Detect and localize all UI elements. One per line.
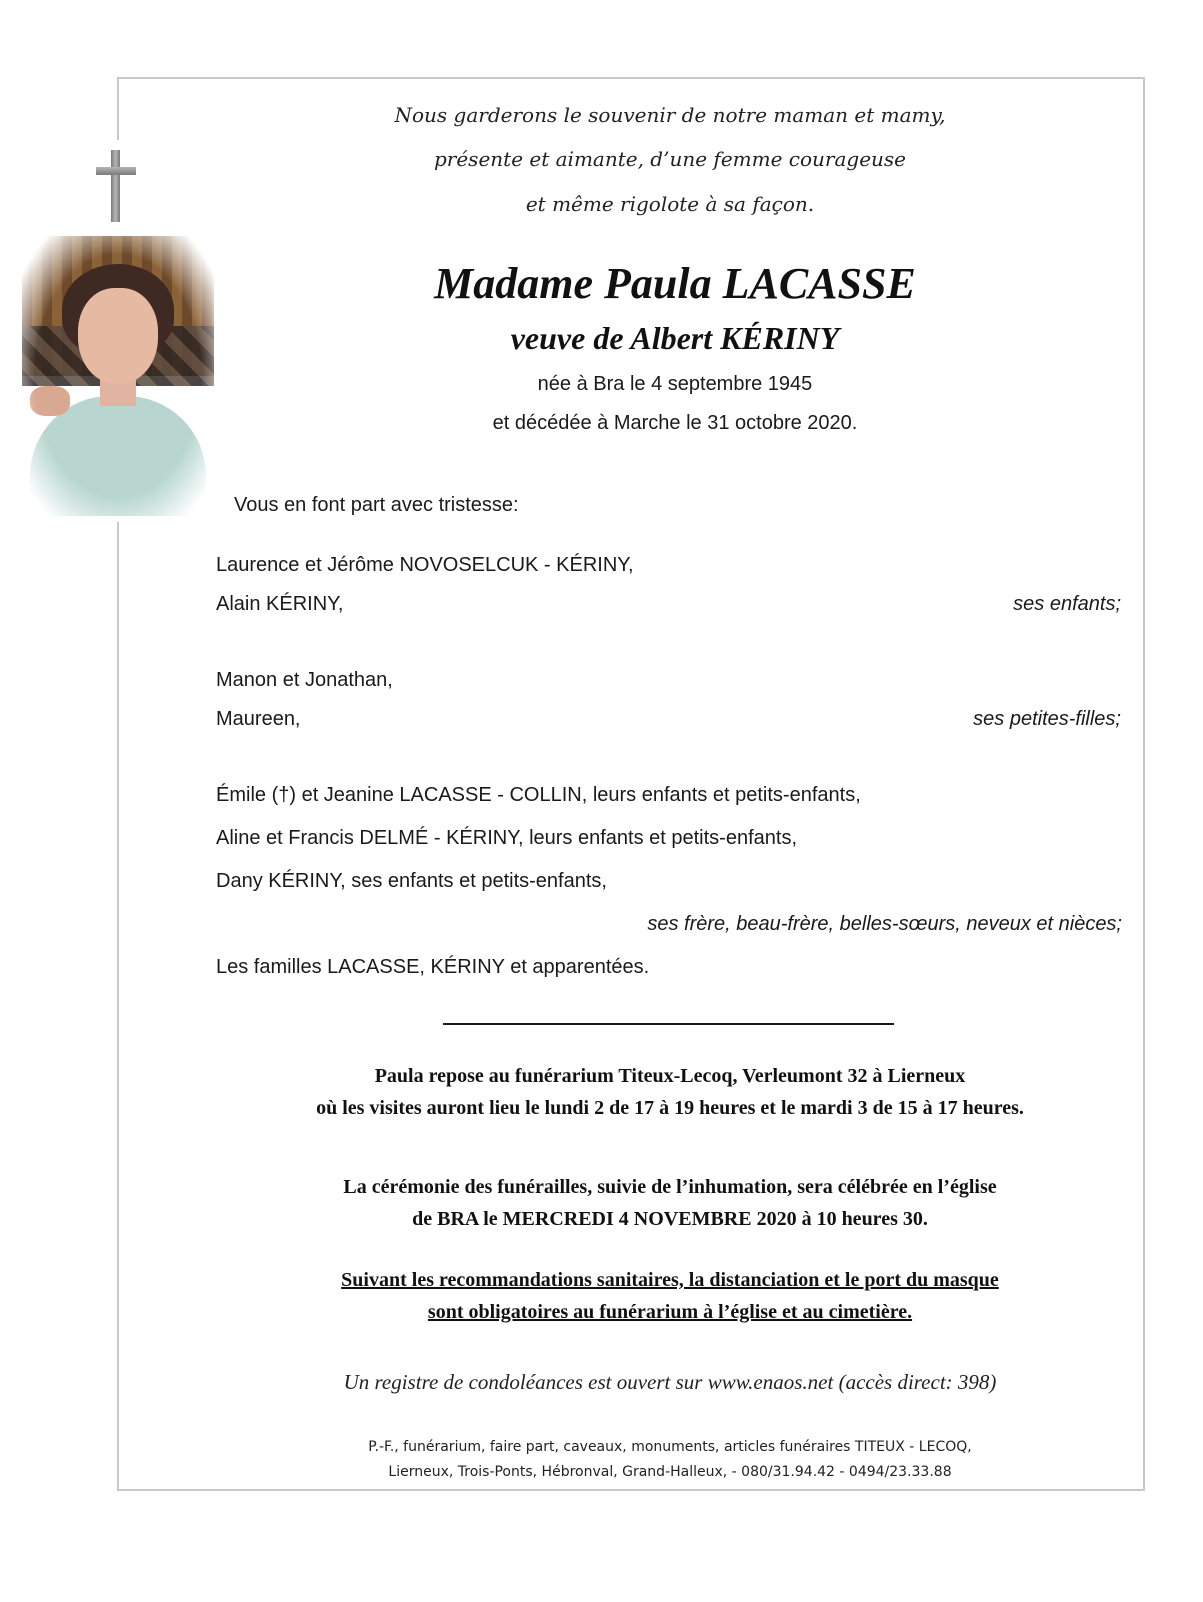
health-notice-line-2: sont obligatoires au funérarium à l’église et au cimetière. bbox=[427, 1301, 913, 1323]
relation-siblings: ses frère, beau-frère, belles-sœurs, neveux et nièces; bbox=[647, 913, 1122, 935]
relation-grandchildren: ses petites-filles; bbox=[973, 708, 1121, 730]
border-left-lower bbox=[117, 522, 119, 1491]
funeral-home-line-2: Lierneux, Trois-Ponts, Hébronval, Grand-Halleux, - 080/31.94.42 - 0494/23.33.88 bbox=[388, 1464, 952, 1480]
quote-line-1: Nous garderons le souvenir de notre maman et mamy, bbox=[394, 103, 946, 127]
quote-line-3: et même rigolote à sa façon. bbox=[525, 192, 815, 216]
border-right bbox=[1143, 77, 1145, 1491]
deceased-name: Madame Paula LACASSE bbox=[434, 259, 916, 308]
funeral-home-line-1: P.-F., funérarium, faire part, caveaux, monuments, articles funéraires TITEUX - LECOQ, bbox=[368, 1439, 972, 1455]
divider bbox=[443, 1023, 894, 1025]
condolence-register: Un registre de condoléances est ouvert sur www.enaos.net (accès direct: 398) bbox=[343, 1370, 997, 1394]
health-notice-line-1: Suivant les recommandations sanitaires, la distanciation et le port du masque bbox=[341, 1269, 999, 1291]
rest-line-1: Paula repose au funérarium Titeux-Lecoq, Verleumont 32 à Lierneux bbox=[374, 1065, 966, 1087]
family-line: Émile (†) et Jeanine LACASSE - COLLIN, leurs enfants et petits-enfants, bbox=[216, 784, 861, 806]
family-line: Maureen, bbox=[216, 708, 301, 730]
announcement: Vous en font part avec tristesse: bbox=[234, 494, 519, 516]
relation-children: ses enfants; bbox=[1013, 593, 1121, 615]
death-line: et décédée à Marche le 31 octobre 2020. bbox=[492, 412, 858, 434]
families-line: Les familles LACASSE, KÉRINY et apparentées. bbox=[216, 956, 650, 978]
widow-of: veuve de Albert KÉRINY bbox=[510, 320, 840, 356]
family-line: Alain KÉRINY, bbox=[216, 593, 344, 615]
family-line: Manon et Jonathan, bbox=[216, 669, 393, 691]
ceremony-line-1: La cérémonie des funérailles, suivie de l’inhumation, sera célébrée en l’église bbox=[343, 1176, 997, 1198]
family-line: Aline et Francis DELMÉ - KÉRINY, leurs enfants et petits-enfants, bbox=[216, 827, 797, 849]
border-bottom bbox=[117, 1489, 1145, 1491]
rest-line-2: où les visites auront lieu le lundi 2 de 17 à 19 heures et le mardi 3 de 15 à 17 heures. bbox=[316, 1097, 1024, 1119]
cross-icon bbox=[96, 150, 136, 222]
portrait-photo bbox=[22, 236, 214, 516]
ceremony-line-2: de BRA le MERCREDI 4 NOVEMBRE 2020 à 10 heures 30. bbox=[412, 1208, 928, 1230]
quote-line-2: présente et aimante, d’une femme courageuse bbox=[433, 147, 907, 171]
border-left-upper bbox=[117, 77, 119, 140]
family-line: Dany KÉRINY, ses enfants et petits-enfants, bbox=[216, 870, 607, 892]
family-line: Laurence et Jérôme NOVOSELCUK - KÉRINY, bbox=[216, 554, 634, 576]
border-top bbox=[117, 77, 1145, 79]
birth-line: née à Bra le 4 septembre 1945 bbox=[537, 373, 813, 395]
